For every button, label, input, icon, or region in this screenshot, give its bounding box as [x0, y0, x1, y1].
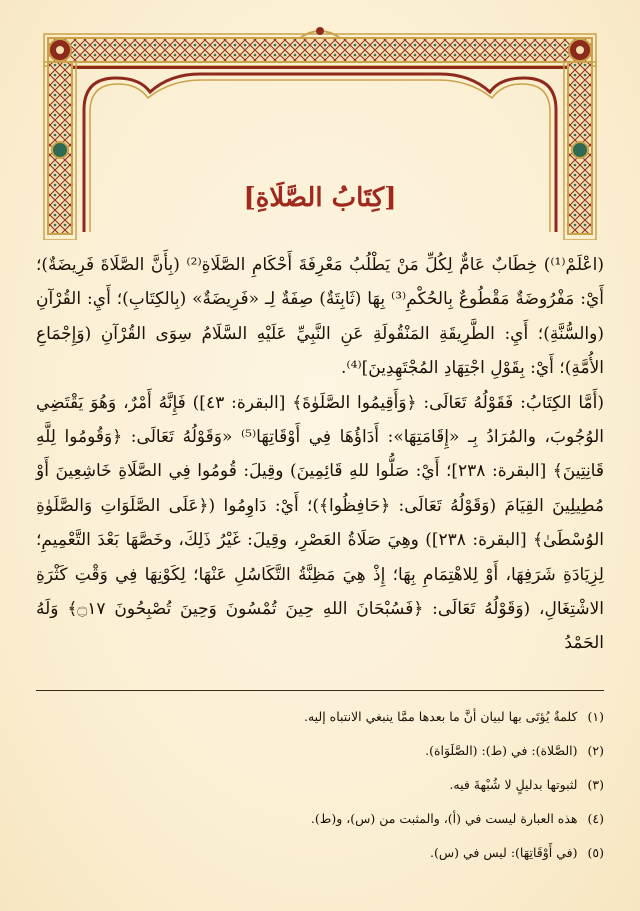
footnote-text: هذه العبارة ليست في (أ)، والمثبت من (س)، و(ط). [310, 811, 578, 826]
footnote-number: (٢) [587, 743, 604, 758]
footnote-divider [36, 690, 604, 691]
footnote [36, 836, 604, 870]
footnote-text: (في أَوْقَاتِهَا): ليس في (س). [430, 845, 578, 860]
footnote-text: (الصَّلاة): في (ط): (الصَّلَوَاة). [425, 743, 578, 758]
footnotes [36, 700, 604, 870]
footnote-text: كلمةٌ يُؤتَى بها لبيان أنَّ ما بعدها ممَّا ينبغي الانتباه إليه. [303, 709, 578, 724]
footnote [36, 802, 604, 836]
main-text [36, 248, 604, 661]
footnote-number: (٤) [587, 811, 604, 826]
footnote-number: (١) [587, 709, 604, 724]
footnote-number: (٣) [587, 777, 604, 792]
footnote [36, 768, 604, 802]
paragraph: (أَمَّا الكِتَابُ: فَقَوْلُهُ تَعَالَى: ﴿وَأَقِيمُوا الصَّلَوٰةَ﴾ [البقرة: ٤٣]) فَإِنَّهُ أَمْرٌ، وَهُوَ يَقْتَضِي الوُجُوبَ، والمُرَادُ بِـ «إِقَامَتِهَا»: أَدَاؤُهَا فِي أَوْقَاتِهَا⁽⁵⁾ «وَقَوْلُهُ تَعَالَى: ﴿وَقُومُوا لِلَّهِ قَانِتِينَ﴾ [البقرة: ٢٣٨]؛ أَيْ: صَلُّوا للهِ قَائِمِينَ) وقِيلَ: قُومُوا فِي الصَّلَاةِ خَاشِعِينَ أَوْ مُطِيلِينَ القِيَامَ (وَقَوْلُهُ تَعَالَى: ﴿حَافِظُوا﴾)؛ أَيْ: دَاوِمُوا (﴿عَلَى الصَّلَوَاتِ وَالصَّلَوٰةِ الوُسْطَىٰ﴾ [البقرة: ٢٣٨]) وهِيَ صَلَاةُ العَصْرِ، وقِيلَ: غَيْرُ ذَلِكَ، وخَصَّهَا بَعْدَ التَّعْمِيمِ؛ لِزِيَادَةِ شَرَفِهَا، أَوْ لِلاهْتِمَامِ بِهَا؛ إِذْ هِيَ مَظِنَّةُ التَّكَاسُلِ عَنْهَا؛ لِكَوْنِهَا فِي وَقْتِ كَثْرَةِ الاشْتِغَالِ، (وَقَوْلُهُ تَعَالَى: ﴿فَسُبْحَانَ اللهِ حِينَ تُمْسُونَ وَحِينَ تُصْبِحُونَ ۝١٧﴾ وَلَهُ الحَمْدُ [36, 392, 605, 654]
footnote-text: لثبوتها بدليلٍ لا شُبْهةَ فيه. [449, 777, 578, 792]
paragraph: (اعْلَمْ⁽¹⁾) خِطَابٌ عَامٌّ لِكُلِّ مَنْ يَطْلُبُ مَعْرِفَةَ أَحْكَامِ الصَّلَاةِ⁽²⁾ (بِأَنَّ الصَّلَاةَ فَرِيضَةٌ)؛ أَيْ: مَفْرُوضَةٌ مَقْطُوعٌ بِالحُكْمِ⁽³⁾ بِهَا (ثَابِتَةٌ) صِفَةٌ لِـ «فَرِيضَةٌ» (بِالكِتَابِ)؛ أَيِ: القُرْآنِ (والسُّنَّةِ)؛ أَيِ: الطَّرِيقَةِ المَنْقُولَةِ عَنِ النَّبِيِّ عَلَيْهِ السَّلَامُ سِوَى القُرْآنِ (وَإِجْمَاعِ الأُمَّةِ)؛ أَيْ: بِقَوْلِ اجْتِهَادِ المُجْتَهِدِينَ]⁽⁴⁾. [36, 255, 604, 379]
footnote-number: (٥) [587, 845, 604, 860]
footnote [36, 734, 604, 768]
chapter-title: [كِتَابُ الصَّلَاةِ] [243, 183, 397, 213]
footnote [36, 700, 604, 734]
